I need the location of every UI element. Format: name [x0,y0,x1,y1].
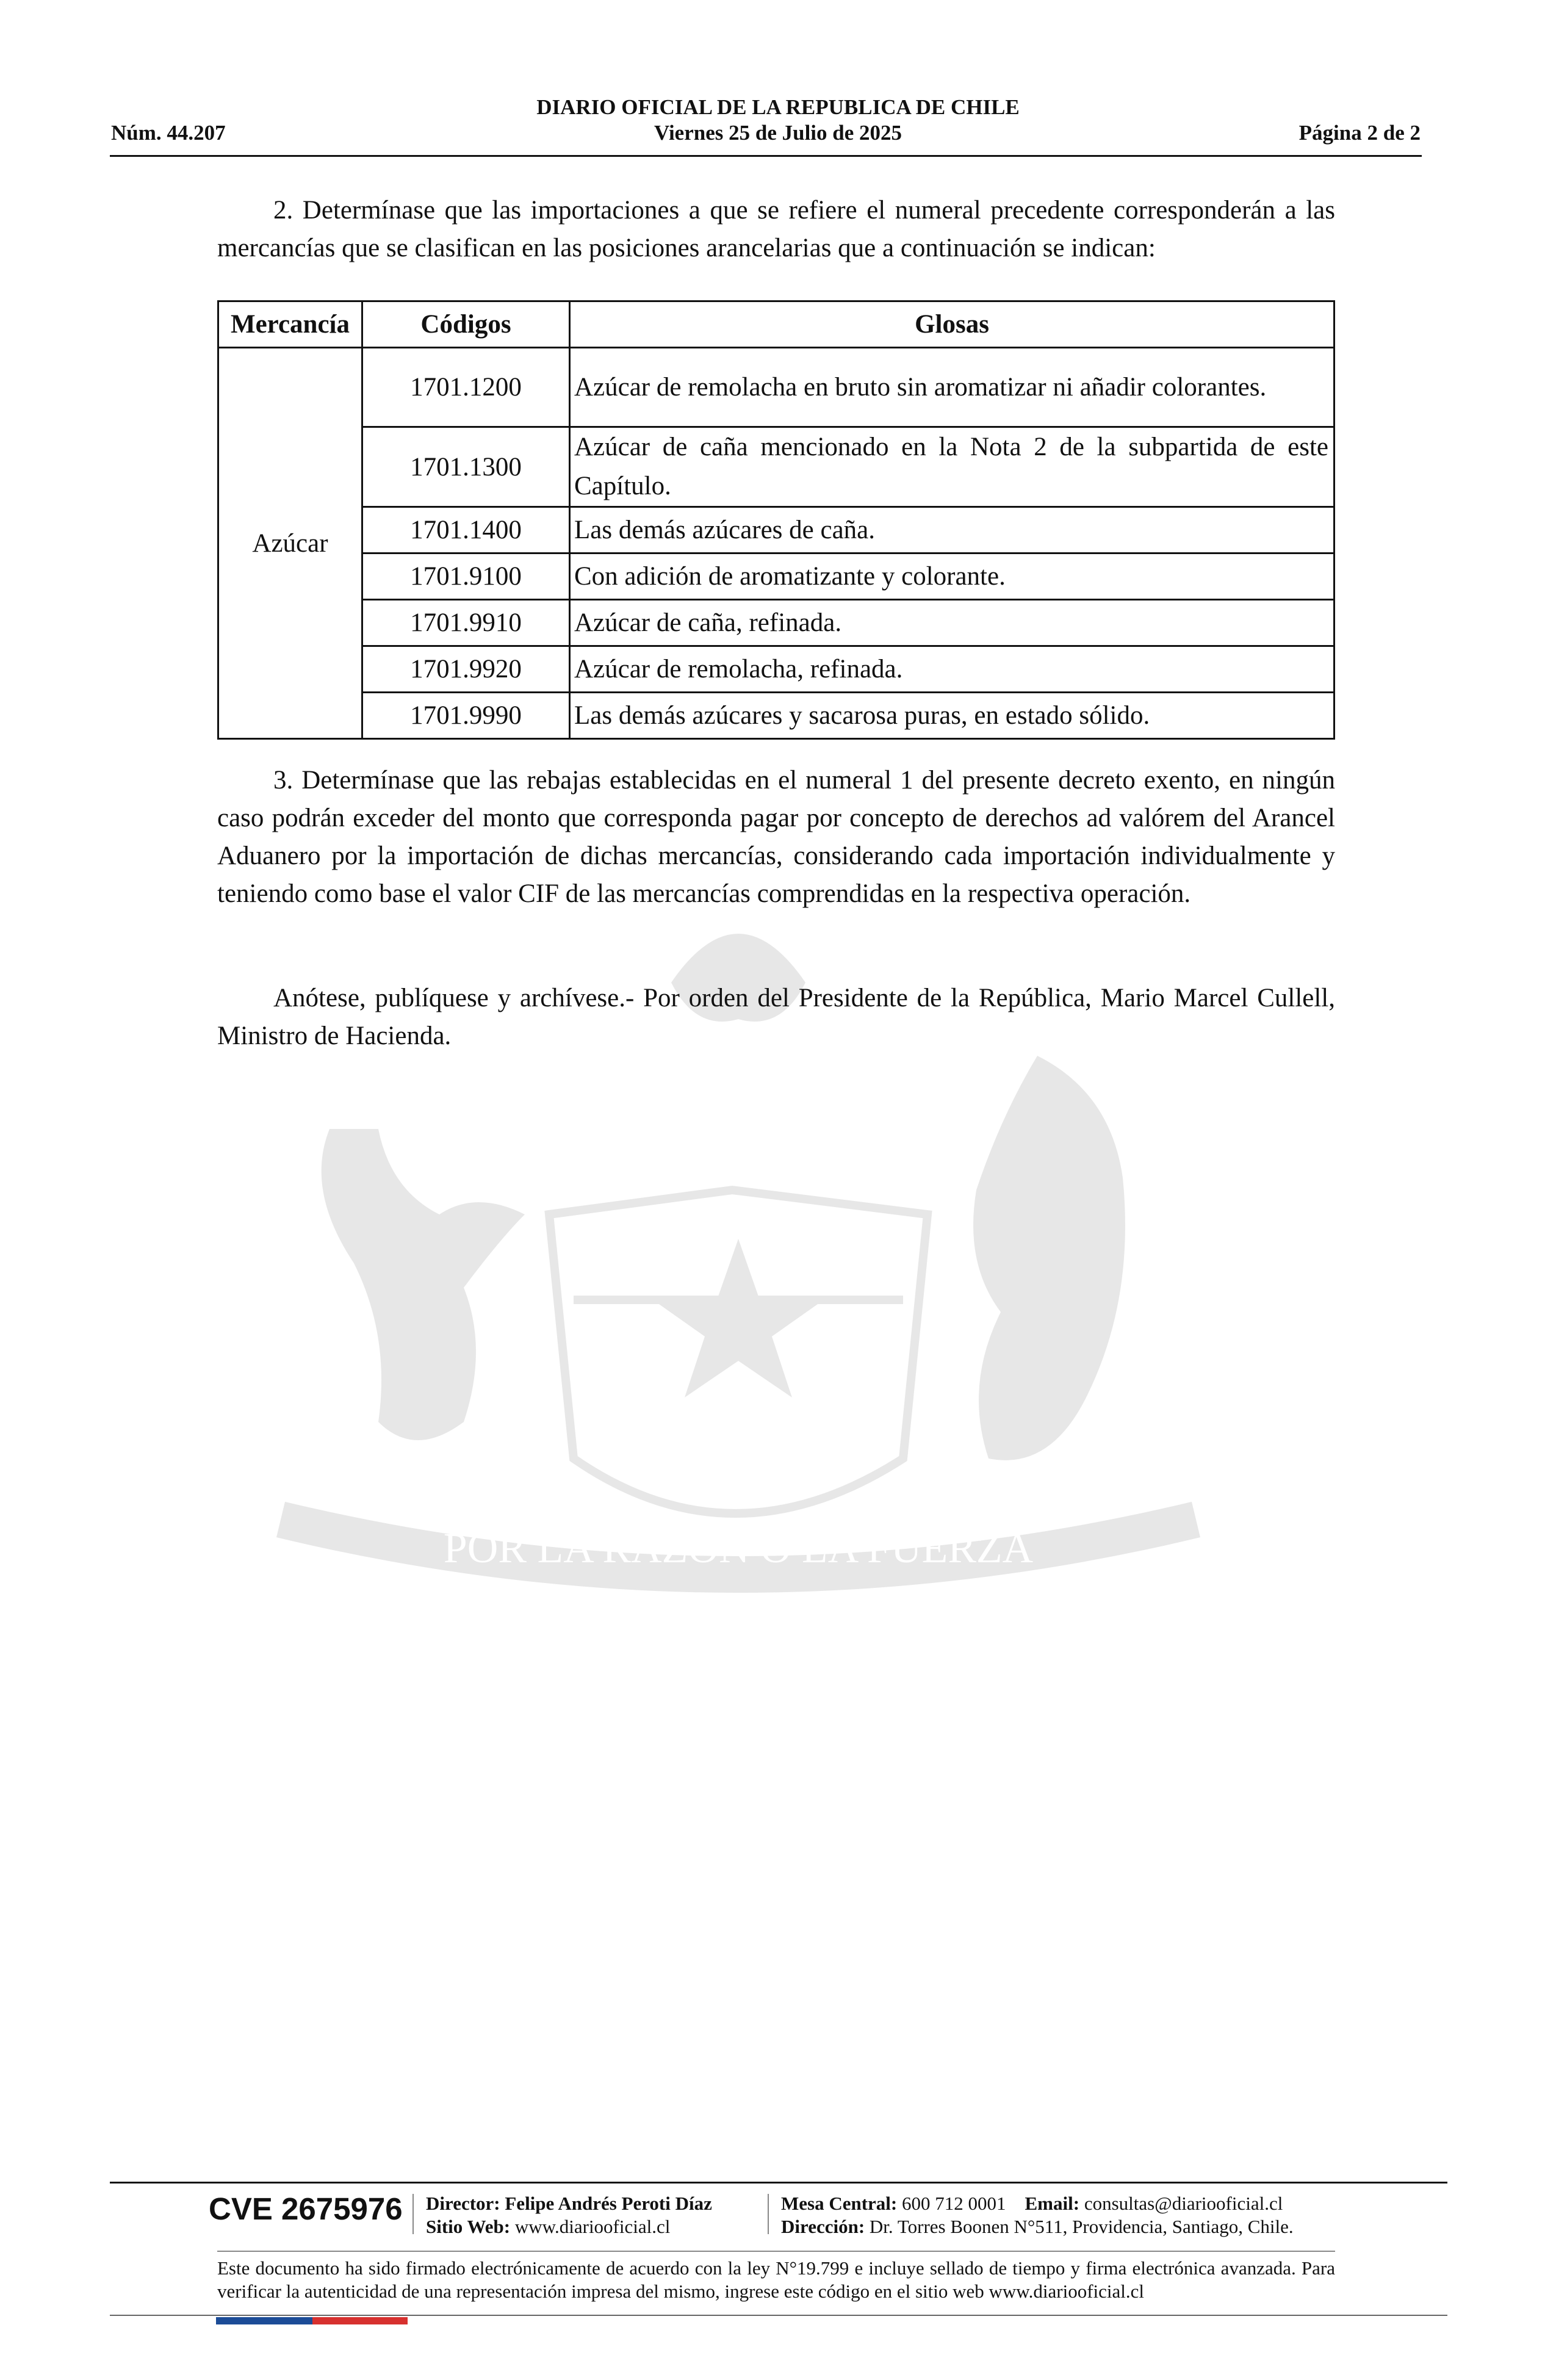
header-glosas: Glosas [570,301,1334,348]
page-indicator: Página 2 de 2 [1298,121,1421,145]
header-mercancia: Mercancía [218,301,362,348]
footer-separator [412,2194,414,2234]
website-label: Sitio Web: [426,2216,511,2237]
table-row [218,507,1334,554]
paragraph-2: 2. Determínase que las importaciones a que se refiere el numeral precedente corresponderán a las mercancías que se clasifican en las posiciones arancelarias que a continuación se indican: [217,196,1335,262]
gloss-cell: Las demás azúcares de caña. [570,507,1334,554]
gloss-cell: Azúcar de remolacha en bruto sin aromatizar ni añadir colorantes. [570,348,1334,427]
code-cell: 1701.1200 [362,348,570,427]
gloss-cell: Azúcar de remolacha, refinada. [570,646,1334,693]
address-value: Dr. Torres Boonen N°511, Providencia, Santiago, Chile. [869,2216,1294,2237]
header-divider [110,155,1422,157]
newspaper-title: DIARIO OFICIAL DE LA REPUBLICA DE CHILE [536,95,1020,119]
footer-separator [768,2194,769,2234]
table-row [218,554,1334,600]
cve-code: CVE 2675976 [209,2191,403,2226]
footer-contact-block [781,2192,1294,2238]
table-row [218,646,1334,693]
director-label: Director: [426,2193,500,2214]
merchandise-cell: Azúcar [218,348,362,739]
code-cell: 1701.9920 [362,646,570,693]
gloss-cell: Las demás azúcares y sacarosa puras, en estado sólido. [570,693,1334,739]
table-row [218,693,1334,739]
footer-divider-bottom [110,2315,1447,2316]
table-row [218,427,1334,507]
gloss-cell: Con adición de aromatizante y colorante. [570,554,1334,600]
website-link[interactable]: www.diariooficial.cl [514,2216,671,2237]
director-name: Felipe Andrés Peroti Díaz [505,2193,712,2214]
phone-value: 600 712 0001 [902,2193,1006,2214]
gloss-cell: Azúcar de caña, refinada. [570,600,1334,646]
issue-date: Viernes 25 de Julio de 2025 [654,121,902,145]
code-cell: 1701.9990 [362,693,570,739]
footer-divider-top [110,2182,1447,2183]
tariff-table [217,300,1335,740]
signature-note: Este documento ha sido firmado electrónicamente de acuerdo con la ley N°19.799 e incluye sellado de tiempo y firma electrónica avanzada. Para verificar la autenticidad de una representación impresa del mismo, ingrese este código en el sitio web www.diariooficial.cl [217,2257,1335,2302]
flag-stripe-blue [216,2317,312,2324]
paragraph-closing: Anótese, publíquese y archívese.- Por orden del Presidente de la República, Mario Marcel Cullell, Ministro de Hacienda. [217,984,1335,1050]
footer-director-block [426,2192,712,2238]
table-row [218,600,1334,646]
seal-motto: POR LA RAZON O LA FUERZA [443,1525,1034,1572]
footer-divider-mid [217,2251,1335,2252]
issue-number: Núm. 44.207 [111,121,226,145]
flag-stripe-red [312,2317,408,2324]
address-label: Dirección: [781,2216,865,2237]
email-label: Email: [1025,2193,1080,2214]
table-row [218,348,1334,427]
code-cell: 1701.1400 [362,507,570,554]
header-codigos: Códigos [362,301,570,348]
code-cell: 1701.9100 [362,554,570,600]
email-link[interactable]: consultas@diariooficial.cl [1084,2193,1283,2214]
code-cell: 1701.1300 [362,427,570,507]
code-cell: 1701.9910 [362,600,570,646]
paragraph-3: 3. Determínase que las rebajas establecidas en el numeral 1 del presente decreto exento, en ningún caso podrán exceder del monto que corresponda pagar por concepto de derechos ad valórem del Arancel Aduanero por la importación de dichas mercancías, considerando cada importación individualmente y teniendo como base el valor CIF de las mercancías comprendidas en la respectiva operación. [217,766,1335,908]
phone-label: Mesa Central: [781,2193,898,2214]
gloss-cell: Azúcar de caña mencionado en la Nota 2 de la subpartida de este Capítulo. [570,427,1334,507]
